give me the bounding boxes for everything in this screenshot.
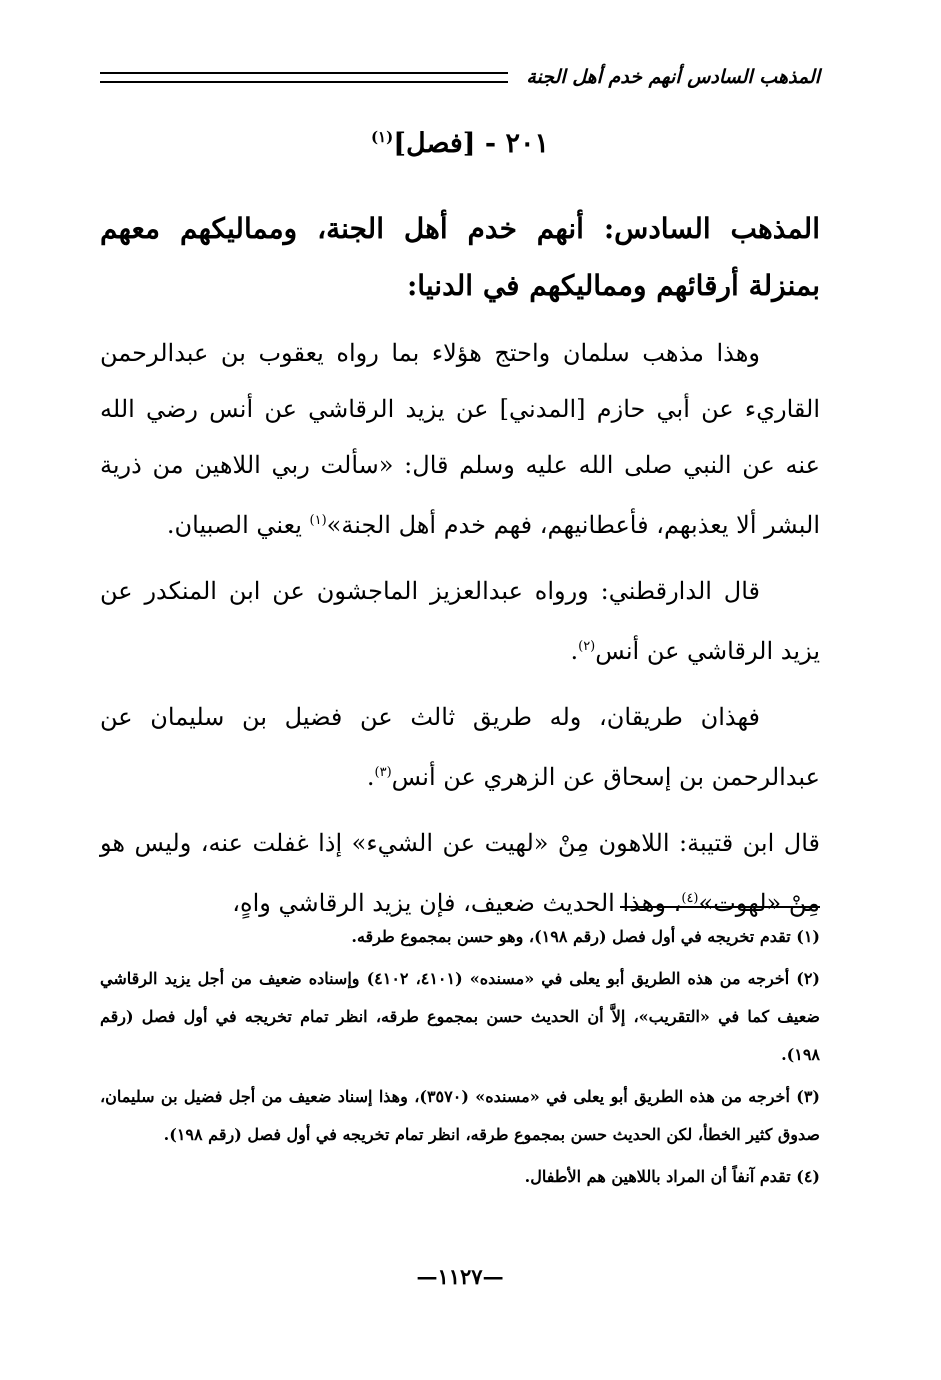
body-text (100, 325, 820, 941)
paragraph: فهذان طريقان، وله طريق ثالث عن فضيل بن سليمان عن عبدالرحمن بن إسحاق عن الزهري عن أنس$^{(٣)}$. (100, 703, 820, 791)
note-ref: (٢) (578, 639, 596, 654)
footnote-separator (620, 906, 820, 908)
section-subheading: المذهب السادس: أنهم خدم أهل الجنة، ومماليكهم معهم بمنزلة أرقائهم ومماليكهم في الدنيا: (100, 212, 820, 302)
section-heading-text: ٢٠١ - [فصل] (393, 128, 550, 159)
footnote: (٢) أخرجه من هذه الطريق أبو يعلى في «مسنده» (٤١٠١، ٤١٠٢) وإسناده ضعيف من أجل يزيد الرقاشي ضعيف كما في «التقريب»، إلاَّ أن الحديث حسن بمجموع طرقه، انظر تمام تخريجه في أول فصل (رقم ١٩٨). (100, 969, 820, 1064)
footnotes (100, 918, 820, 1200)
footnote: (١) تقدم تخريجه في أول فصل (رقم ١٩٨)، وهو حسن بمجموع طرقه. (351, 927, 820, 946)
paragraph: قال ابن قتيبة: اللاهون مِنْ «لهيت عن الشيء» إذا غفلت عنه، وليس هو مِنْ «لهوت»$^{(٤)}$، وهذا الحديث ضعيف، فإن يزيد الرقاشي واهٍ، (100, 829, 820, 917)
footnote: (٤) تقدم آنفاً أن المراد باللاهين هم الأطفال. (524, 1167, 820, 1186)
heading-note-ref: (١) (370, 128, 394, 146)
section-heading (100, 128, 820, 159)
paragraph: وهذا مذهب سلمان واحتج هؤلاء بما رواه يعقوب بن عبدالرحمن القاريء عن أبي حازم [المدني] عن يزيد الرقاشي عن أنس رضي الله عنه عن النبي صلى الله عليه وسلم قال: «سألت ربي اللاهين من ذرية البشر ألا يعذبهم، فأعطانيهم، فهم خدم أهل الجنة»$^{(١)}$ يعني الصبيان. (100, 339, 820, 539)
running-head-rule (100, 72, 508, 83)
note-ref: (٤) (681, 891, 699, 906)
running-head-title: المذهب السادس أنهم خدم أهل الجنة (526, 66, 820, 88)
page-number: —١١٢٧— (416, 1264, 504, 1289)
running-head (100, 62, 820, 92)
note-ref: (١) (309, 513, 327, 528)
footnote: (٣) أخرجه من هذه الطريق أبو يعلى في «مسنده» (٣٥٧٠)، وهذا إسناد ضعيف من أجل فضيل بن سليمان، صدوق كثير الخطأ، لكن الحديث حسن بمجموع طرقه، انظر تمام تخريجه في أول فصل (رقم ١٩٨). (100, 1087, 820, 1144)
paragraph: قال الدارقطني: ورواه عبدالعزيز الماجشون عن ابن المنكدر عن يزيد الرقاشي عن أنس$^{(٢)}$. (100, 577, 820, 665)
note-ref: (٣) (374, 765, 392, 780)
